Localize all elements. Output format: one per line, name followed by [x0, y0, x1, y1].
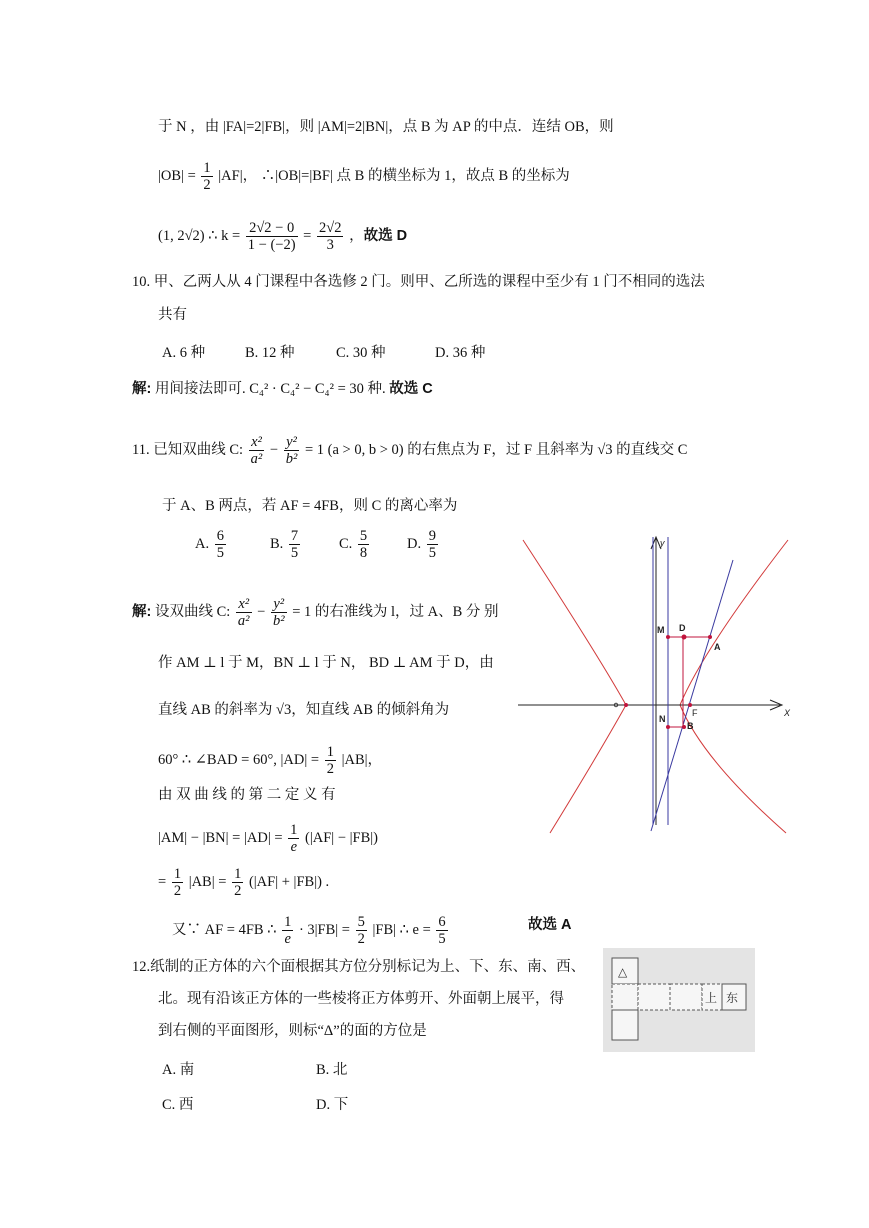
q9-line-3: (1, 2√2) ∴ k = $\frac{2√2 - 0}{1 - (-2)}$ = $\frac{2√2}{3}$ ，故选 D [158, 220, 408, 253]
fraction-denominator: a² [237, 613, 250, 629]
q12-option-c: C. 西 [162, 1097, 194, 1113]
q11-sol-8-c: |FB| ∴ e = [372, 921, 431, 938]
fraction-denominator: b² [272, 613, 285, 629]
fraction-numerator: 1 [326, 744, 334, 760]
q10-option-d: D. 36 种 [435, 345, 486, 361]
net-face-middle [612, 984, 638, 1010]
hyperbola-figure [518, 535, 793, 835]
label-n: N [659, 714, 666, 724]
fraction-numerator: y² [271, 596, 287, 613]
fraction-denominator: 2 [326, 761, 334, 777]
q10-option-b: B. 12 种 [245, 345, 295, 361]
q9-line-2 [158, 160, 570, 193]
label-f: F [692, 708, 698, 718]
fraction-denominator: 5 [438, 931, 446, 947]
q11-stem-2: 于 A、B 两点，若 AF = 4FB，则 C 的离心率为 [162, 498, 458, 514]
q11-solution-1 [132, 596, 499, 629]
label-d: D [679, 623, 686, 633]
q9-line-1: 于 N ，由 |FA|=2|FB|，则 |AM|=2|BN|，点 B 为 AP 的中点．连结 OB，则 [158, 119, 614, 135]
net-face-bottom [612, 1010, 638, 1040]
equals-sign: = [303, 227, 312, 244]
q11-stem-1-a: 11. 已知双曲线 C: [132, 441, 244, 458]
fraction-numerator: 7 [290, 528, 299, 544]
q12-option-a: A. 南 [162, 1062, 195, 1078]
fraction-denominator: 8 [359, 545, 368, 561]
fraction-numerator: 6 [438, 914, 446, 930]
label-y: y [660, 538, 665, 548]
q11-option-b [270, 528, 302, 561]
q9-line-2-a: |OB| = [158, 167, 196, 184]
fraction-denominator: 5 [216, 545, 224, 561]
q11-sol-8-a: 又∵ AF = 4FB ∴ [172, 921, 277, 938]
q12-option-d: D. 下 [316, 1097, 349, 1113]
fraction-numerator: 1 [290, 822, 298, 838]
point-a [708, 635, 712, 639]
q9-answer: 故选 D [363, 227, 408, 244]
net-label-top: 上 [705, 991, 718, 1005]
q11-sol-1-b: = 1 的右准线为 l，过 A、B 分 别 [292, 603, 499, 620]
option-label: B. [270, 535, 284, 552]
label-b: B [687, 721, 694, 731]
q9-slope-fraction [246, 220, 298, 253]
option-label: D. [407, 535, 422, 552]
fraction-numerator: y² [284, 434, 300, 451]
fraction-numerator: 5 [357, 914, 365, 930]
label-a: A [714, 642, 721, 652]
fraction-numerator: 1 [173, 866, 182, 882]
hyperbola-right-branch [680, 540, 788, 833]
q11-sol-6-a: |AM| − |BN| = |AD| = [158, 829, 283, 846]
q11-solution-4 [158, 744, 382, 777]
q11-solution-5: 由 双 曲 线 的 第 二 定 义 有 [158, 787, 336, 803]
q11-stem-1-b: = 1 (a > 0, b > 0) 的右焦点为 F，过 F 且斜率为 √3 的直线交 C [304, 441, 688, 458]
fraction-denominator: 1 − (−2) [247, 237, 296, 253]
q11-option-c [339, 528, 371, 561]
hyperbola-left-branch [523, 540, 626, 833]
q10-stem-1: 10. 甲、乙两人从 4 门课程中各选修 2 门。则甲、乙所选的课程中至少有 1 门不相同的选法 [132, 274, 705, 290]
net-face-2 [638, 984, 670, 1010]
q11-sol-4-b: |AB|， [341, 751, 383, 768]
fraction-denominator: 2 [234, 883, 242, 899]
label-x: X [784, 708, 791, 718]
q11-option-d [407, 528, 440, 561]
fraction-numerator: x² [236, 596, 252, 613]
net-label-east: 东 [726, 991, 739, 1005]
q11-answer: 故选 A [528, 917, 572, 933]
fraction-numerator: 2√2 [318, 220, 342, 236]
label-m: M [657, 625, 665, 635]
option-label: A. [195, 535, 210, 552]
q11-sol-6-b: (|AF| − |FB|) [305, 829, 378, 846]
point-m [666, 635, 670, 639]
q11-sol-8-b: · 3|FB| = [298, 921, 350, 938]
option-label: C. [339, 535, 353, 552]
point-vertex [624, 703, 628, 707]
q11-y-fraction [284, 434, 300, 467]
q11-solution-7 [158, 866, 329, 899]
q11-x-fraction [249, 434, 265, 467]
q10-answer: 故选 C [389, 381, 433, 397]
q11-option-a [195, 528, 228, 561]
point-b [682, 725, 686, 729]
q11-sol-1-a: 设双曲线 C: [154, 603, 231, 620]
q12-stem-2: 北。现有沿该正方体的一些棱将正方体剪开、外面朝上展平，得 [158, 991, 564, 1007]
q11-stem-1 [132, 434, 687, 467]
fraction-numerator: 6 [216, 528, 224, 544]
fraction-denominator: 5 [428, 545, 436, 561]
fraction-denominator: b² [285, 451, 298, 467]
cube-net-figure [603, 948, 755, 1052]
fraction-denominator: e [290, 839, 297, 855]
fraction-denominator: 2 [203, 177, 211, 193]
q10-stem-2: 共有 [158, 307, 187, 323]
fraction-numerator: 5 [359, 528, 368, 544]
q10-option-a: A. 6 种 [162, 345, 206, 361]
fraction-numerator: 1 [284, 914, 292, 930]
fraction-numerator: 1 [234, 866, 242, 882]
q10-option-c: C. 30 种 [336, 345, 386, 361]
solution-label: 解: [132, 381, 152, 397]
q9-slope-result [317, 220, 343, 253]
q11-sol-4-a: 60° ∴ ∠BAD = 60°, |AD| = [158, 751, 320, 768]
q9-line-2-b: |AF|， ∴|OB|=|BF| 点 B 的横坐标为 1，故点 B 的坐标为 [218, 167, 570, 184]
fraction-numerator: 1 [203, 160, 211, 176]
point-f [688, 703, 692, 707]
q12-stem-3: 到右侧的平面图形，则标“Δ”的面的方位是 [158, 1023, 427, 1039]
net-face-3 [670, 984, 702, 1010]
q11-solution-2: 作 AM ⊥ l 于 M，BN ⊥ l 于 N， BD ⊥ AM 于 D，由 [158, 655, 494, 671]
q11-sol-7-a: = [158, 873, 167, 890]
q10-solution-text: 用间接法即可. C₄² · C₄² − C₄² = 30 种. [154, 381, 386, 397]
minus-sign: − [257, 603, 266, 620]
point-d [682, 635, 687, 640]
q9-line-3-a: (1, 2√2) ∴ k = [158, 227, 241, 244]
fraction-numerator: 9 [428, 528, 436, 544]
fraction-denominator: a² [250, 451, 263, 467]
q11-solution-8 [172, 914, 450, 947]
fraction-denominator: 3 [326, 237, 334, 253]
fraction-denominator: 2 [357, 931, 365, 947]
q11-sol-7-b: |AB| = [188, 873, 227, 890]
line-ab [651, 560, 733, 831]
net-label-triangle: △ [618, 965, 628, 979]
q12-option-b: B. 北 [316, 1062, 348, 1078]
q11-sol-7-c: (|AF| + |FB|) . [248, 873, 330, 890]
minus-sign: − [269, 441, 279, 458]
q12-stem-1: 12.纸制的正方体的六个面根据其方位分别标记为上、下、东、南、西、 [132, 959, 586, 975]
fraction-numerator: x² [249, 434, 265, 451]
fraction-denominator: 2 [173, 883, 182, 899]
q9-half-fraction [201, 160, 212, 193]
q10-solution [132, 380, 433, 398]
fraction-denominator: 5 [290, 545, 299, 561]
point-n [666, 725, 670, 729]
fraction-numerator: 2√2 − 0 [246, 220, 298, 237]
fraction-denominator: e [284, 931, 291, 947]
solution-label: 解: [132, 603, 152, 620]
q11-solution-3: 直线 AB 的斜率为 √3，知直线 AB 的倾斜角为 [158, 702, 450, 718]
q11-solution-6 [158, 822, 378, 855]
